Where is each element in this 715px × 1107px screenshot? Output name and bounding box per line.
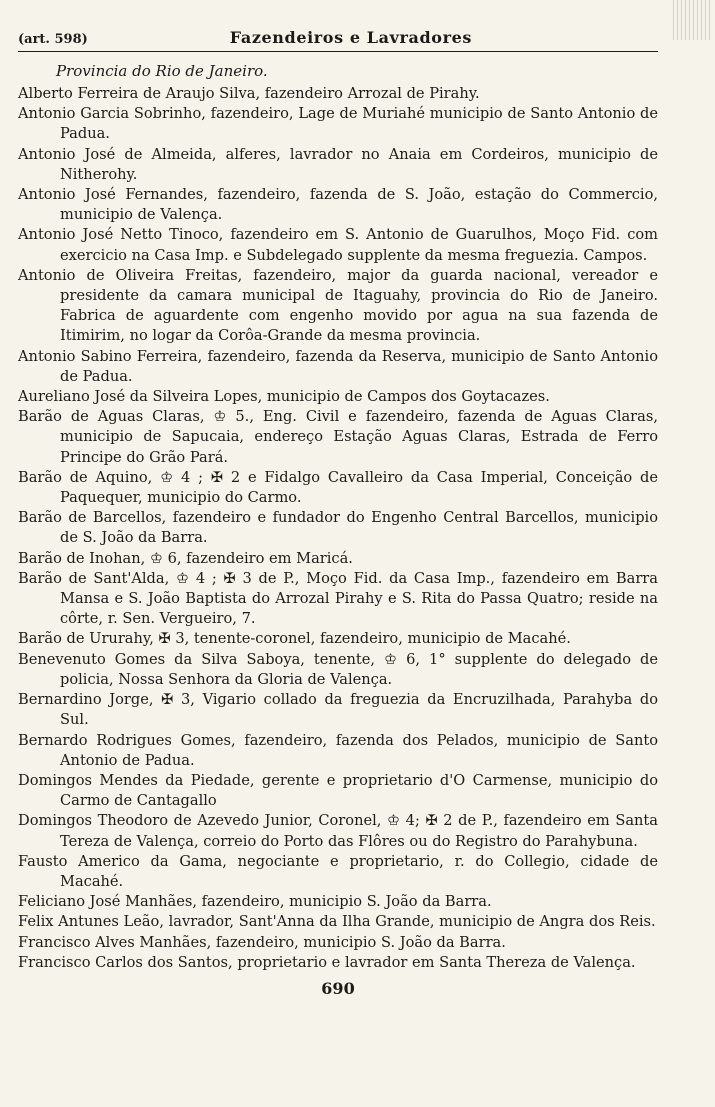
entry-felix-antunes: Felix Antunes Leão, lavrador, Sant'Anna da Ilha Grande, municipio de Angra dos Reis. [18, 913, 656, 931]
entry-antonio-garcia: Antonio Garcia Sobrinho, fazendeiro, Lage de Muriahé municipio de Santo Antonio de Padua. [18, 105, 658, 143]
article-reference: (art. 598) [18, 32, 88, 47]
entry-bernardo-rodrigues: Bernardo Rodrigues Gomes, fazendeiro, fazenda dos Pelados, municipio de Santo Antonio de Padua. [18, 731, 658, 769]
page-number: 690 [321, 978, 355, 998]
entry-alberto-ferreira: Alberto Ferreira de Araujo Silva, fazendeiro Arrozal de Pirahy. [18, 85, 480, 102]
section-title: Provincia do Rio de Janeiro. [56, 62, 268, 80]
entry-list [18, 84, 658, 973]
entry-domingos-mendes: Domingos Mendes da Piedade, gerente e proprietario d'O Carmense, municipio do Carmo de Cantagallo [18, 771, 658, 810]
entry-barao-barcellos: Barão de Barcellos, fazendeiro e fundador do Engenho Central Barcellos, municipio de S. João da Barra. [18, 509, 658, 547]
entry-barao-aquino: Barão de Aquino, ♔ 4 ; ✠ 2 e Fidalgo Cavalleiro da Casa Imperial, Conceição de Paquequer, municipio do Carmo. [18, 468, 658, 507]
entry-antonio-jose-almeida: Antonio José de Almeida, alferes, lavrador no Anaia em Cordeiros, municipio de Nitherohy. [18, 145, 658, 183]
entry-fausto-americo: Fausto Americo da Gama, negociante e proprietario, r. do Collegio, cidade de Macahé. [18, 852, 658, 890]
entry-aureliano-jose: Aureliano José da Silveira Lopes, municipio de Campos dos Goytacazes. [18, 388, 550, 406]
entry-benevenuto-gomes: Benevenuto Gomes da Silva Saboya, tenente, ♔ 6, 1° supplente do delegado de policia, Nossa Senhora da Gloria de Valença. [18, 650, 658, 688]
running-title: Fazendeiros e Lavradores [229, 28, 472, 47]
entry-barao-inohan: Barão de Inohan, ♔ 6, fazendeiro em Maricá. [18, 549, 353, 567]
entry-antonio-jose-fernandes: Antonio José Fernandes, fazendeiro, fazenda de S. João, estação do Commercio, municipio de Valença. [18, 186, 658, 224]
directory-page [18, 28, 658, 998]
entry-barao-aguas-claras: Barão de Aguas Claras, ♔ 5., Eng. Civil e fazendeiro, fazenda de Aguas Claras, municipio de Sapucaia, endereço Estação Aguas Claras, Estrada de Ferro Principe do Grão Pará. [18, 408, 658, 466]
scan-edge-artifact [673, 0, 711, 40]
entry-antonio-jose-netto: Antonio José Netto Tinoco, fazendeiro em S. Antonio de Guarulhos, Moço Fid. com exercicio na Casa Imp. e Subdelegado supplente da mesma freguezia. Campos. [18, 226, 658, 264]
entry-francisco-alves: Francisco Alves Manhães, fazendeiro, municipio S. João da Barra. [18, 933, 506, 951]
entry-francisco-carlos: Francisco Carlos dos Santos, proprietario e lavrador em Santa Thereza de Valença. [18, 953, 636, 971]
entry-bernardino-jorge: Bernardino Jorge, ✠ 3, Vigario collado da freguezia da Encruzilhada, Parahyba do Sul. [18, 691, 658, 729]
entry-domingos-theodoro: Domingos Theodoro de Azevedo Junior, Coronel, ♔ 4; ✠ 2 de P., fazendeiro em Santa Tereza de Valença, correio do Porto das Flôres ou do Registro do Parahybuna. [18, 812, 658, 850]
entry-antonio-sabino: Antonio Sabino Ferreira, fazendeiro, fazenda da Reserva, municipio de Santo Antonio de Padua. [18, 347, 658, 385]
entry-feliciano-jose: Feliciano José Manhães, fazendeiro, municipio S. João da Barra. [18, 893, 492, 911]
page-header [18, 28, 658, 52]
entry-barao-ururahy: Barão de Ururahy, ✠ 3, tenente-coronel, fazendeiro, municipio de Macahé. [18, 630, 571, 648]
entry-antonio-oliveira: Antonio de Oliveira Freitas, fazendeiro, major da guarda nacional, vereador e presidente da camara municipal de Itaguahy, provincia do Rio de Janeiro. Fabrica de aguardente com engenho movido por agua na sua fazenda de Itimirim, no logar da Corôa-Grande da mesma provincia. [18, 266, 658, 345]
entry-barao-sant-alda: Barão de Sant'Alda, ♔ 4 ; ✠ 3 de P., Moço Fid. da Casa Imp., fazendeiro em Barra Mansa e S. João Baptista do Arrozal Pirahy e S. Rita do Passa Quatro; reside na côrte, r. Sen. Vergueiro, 7. [18, 569, 658, 628]
